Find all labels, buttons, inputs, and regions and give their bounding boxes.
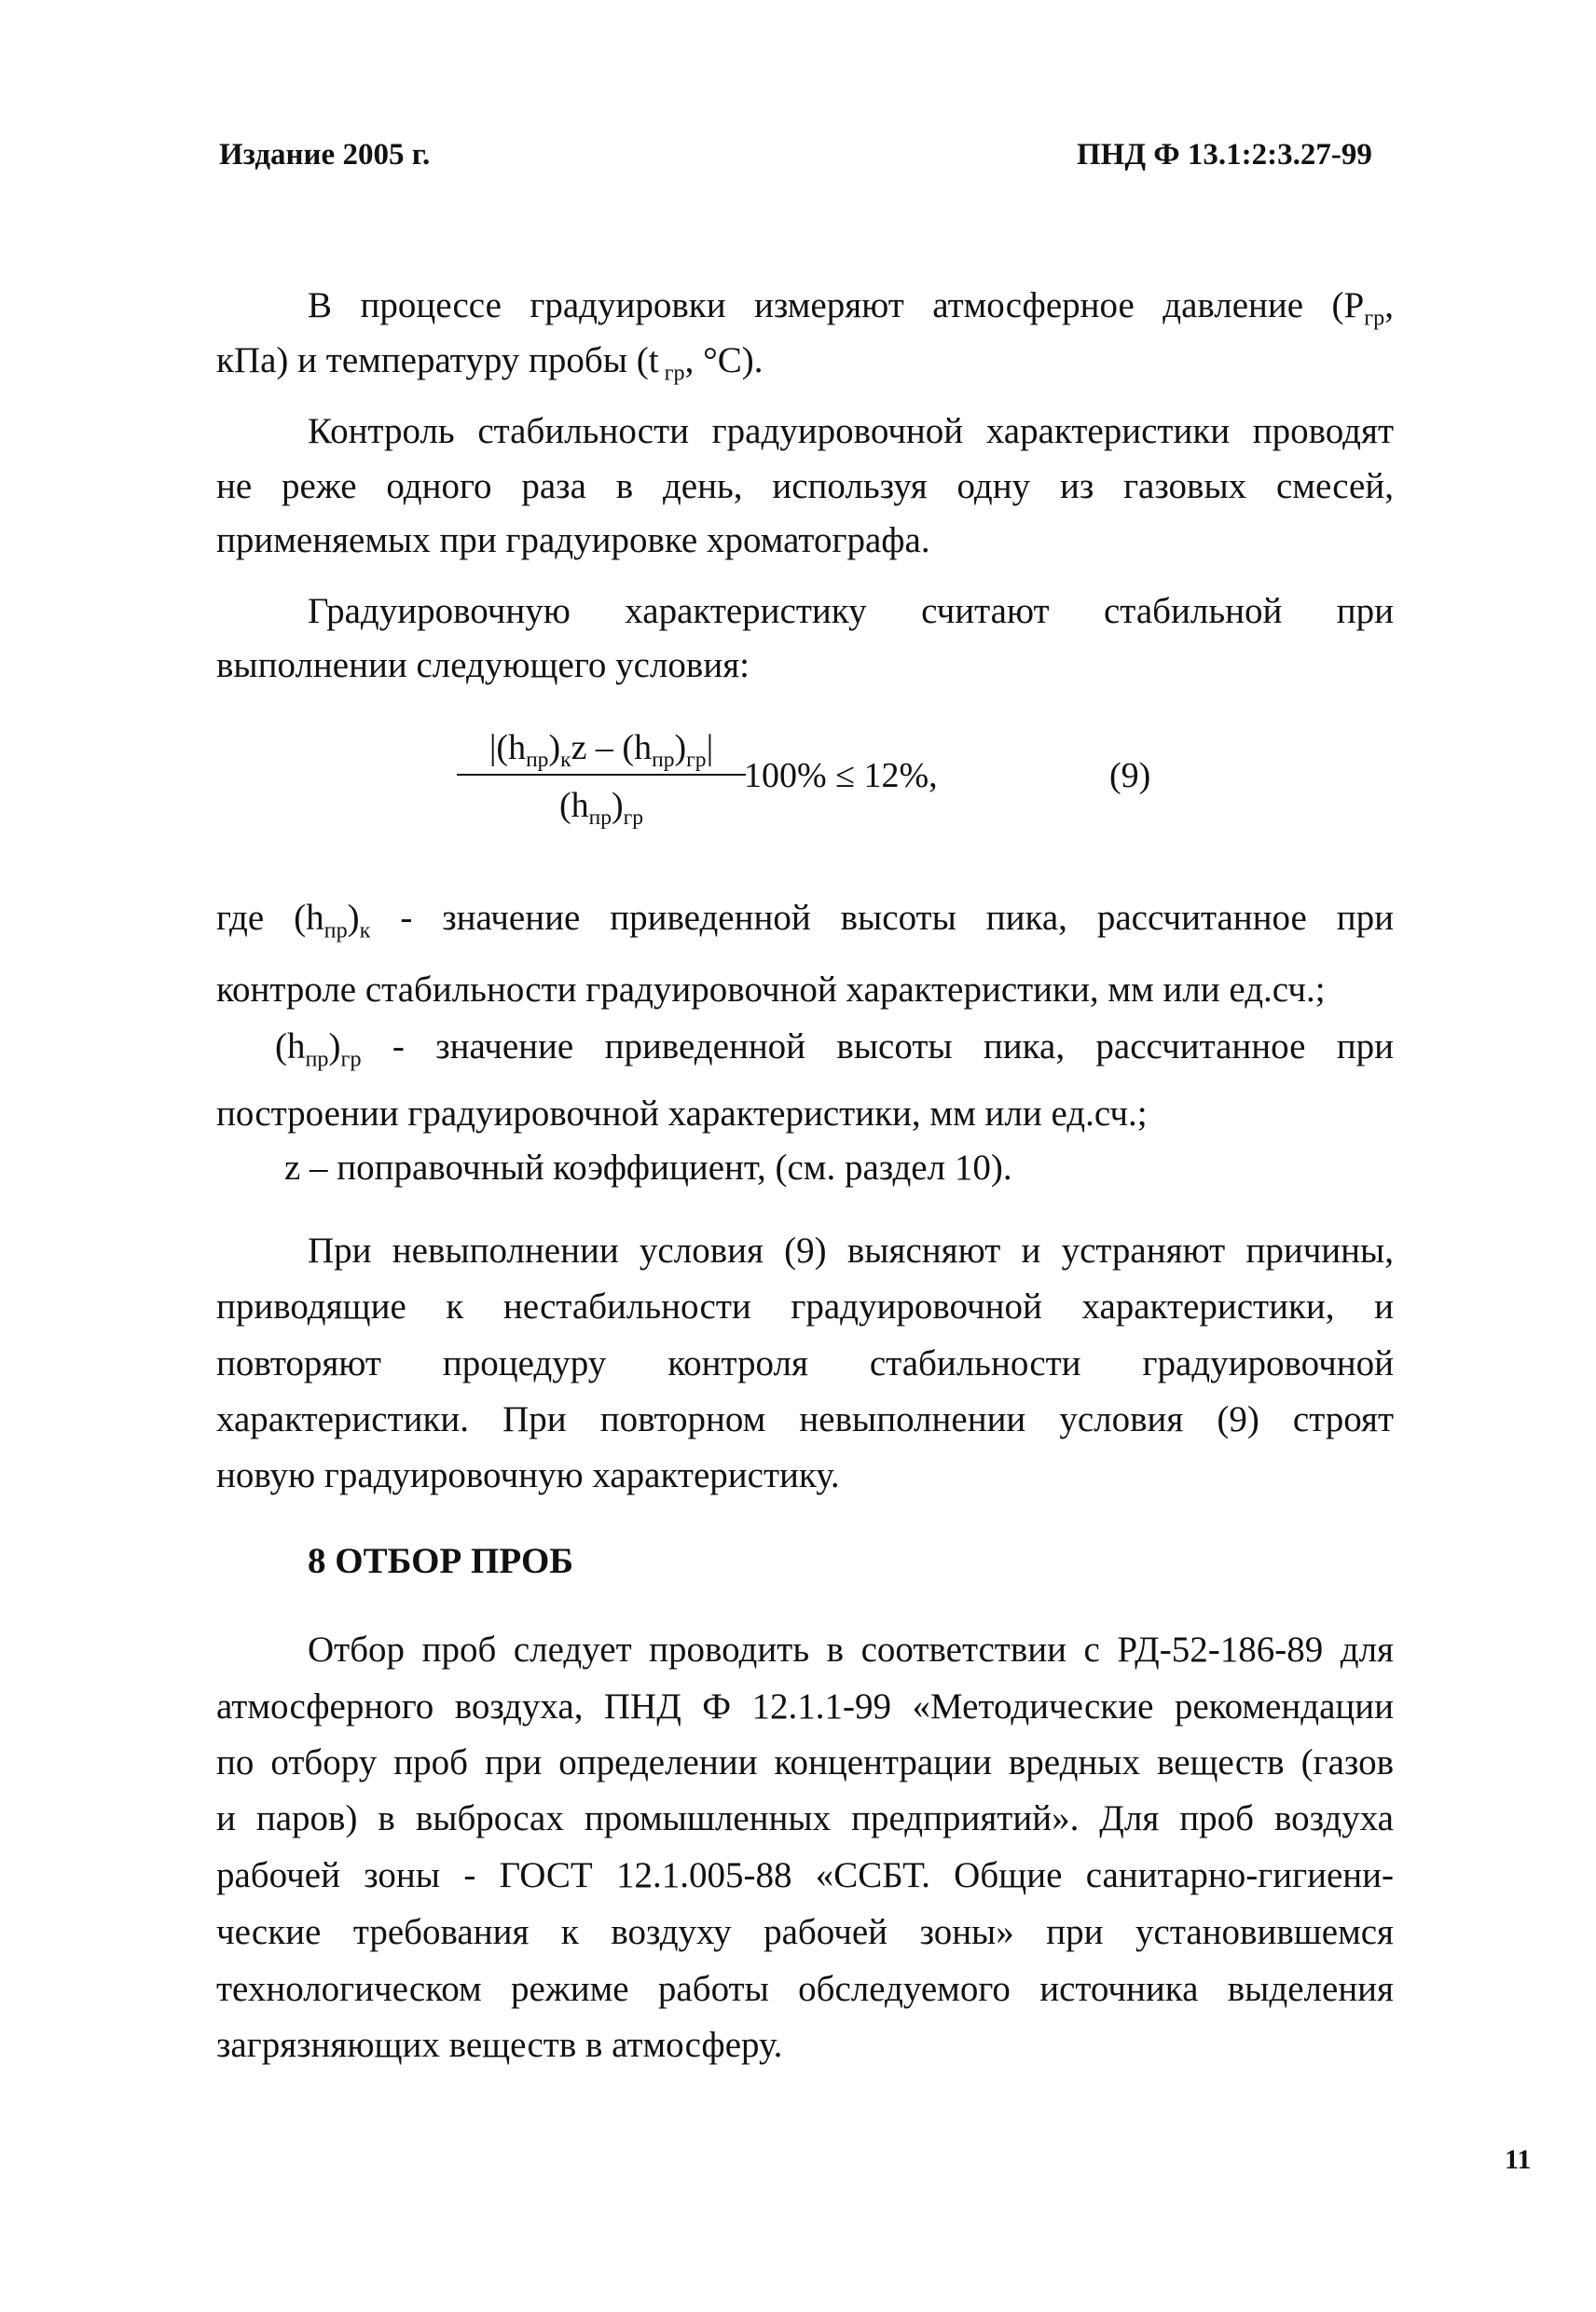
section8-line7: технологическом режиме работы обследуемого источника выделения [216,1969,1394,2009]
den-part-1: (h [558,786,589,825]
section8-line5: рабочей зоны - ГОСТ 12.1.005-88 «ССБТ. Общие санитарно-гигиени- [216,1855,1394,1895]
page-number: 11 [1505,2144,1532,2175]
para2-line2: не реже одного раза в день, используя одну из газовых смесей, [216,466,1394,506]
section8-line8: загрязняющих веществ в атмосферу. [216,2025,783,2065]
num-sub-2: к [560,748,571,773]
where-l3-sub2: гр [340,1046,362,1072]
section8-line6: ческие требования к воздуху рабочей зоны» при установившемся [216,1912,1394,1952]
num-sub-1: пр [526,748,549,773]
formula-numerator [457,727,746,773]
fraction-bar [457,774,746,776]
para1-line1-text: В процессе градуировки измеряют атмосферное давление (P [308,285,1365,325]
num-part-5: | [706,728,714,767]
where-line1 [216,900,1394,943]
num-part-1: |(h [488,728,527,767]
where-l1-b: ) [347,898,360,938]
formula-number: (9) [1109,756,1151,795]
para1-line1-sub: гр [1364,305,1385,331]
where-line5: z – поправочный коэффициент, (см. раздел 10). [284,1148,1012,1188]
para2-line1: Контроль стабильности градуировочной характеристики проводят [308,411,1394,451]
where-l3-b: ) [328,1026,341,1067]
formula-9 [457,727,1221,867]
header-doc-code: ПНД Ф 13.1:2:3.27-99 [1077,138,1372,172]
where-l1-sub1: пр [323,917,348,943]
para1-line2-a: кПа) и температуру пробы (t [216,340,659,380]
para1-line2-sub: гр [658,360,685,386]
num-part-3: z – (h [571,728,653,767]
header-edition: Издание 2005 г. [219,138,431,172]
section8-title: 8 ОТБОР ПРОБ [308,1541,574,1581]
formula-denominator [457,785,746,831]
para4-line3: повторяют процедуру контроля стабильности градуировочной [216,1343,1394,1383]
den-sub-1: пр [588,805,612,831]
section8-line2: атмосферного воздуха, ПНД Ф 12.1.1-99 «Методические рекомендации [216,1686,1394,1727]
den-sub-2: гр [623,805,644,831]
num-sub-4: гр [686,748,707,773]
formula-right-side: 100% ≤ 12%, [744,756,938,795]
section8-line4: и паров) в выбросах промышленных предприятий». Для проб воздуха [216,1798,1394,1838]
where-l3-a: (h [275,1026,306,1067]
where-l1-sub2: к [359,917,371,943]
num-part-2: ) [548,728,561,767]
section8-line1: Отбор проб следует проводить в соответствии с РД-52-186-89 для [308,1630,1394,1670]
para1-line2-b: , °С). [684,340,764,380]
where-l3-c: - значение приведенной высоты пика, рассчитанное при [392,1026,1394,1067]
where-line3 [275,1028,1394,1071]
para4-line4: характеристики. При повторном невыполнении условия (9) строят [216,1399,1394,1439]
where-l1-a: где (h [216,898,324,938]
num-part-4: ) [674,728,687,767]
para3-line2: выполнении следующего условия: [216,645,750,685]
section8-line3: по отбору проб при определении концентрации вредных веществ (газов [216,1742,1394,1782]
para4-line2: приводящие к нестабильности градуировочной характеристики, и [216,1287,1394,1327]
para1-line2 [216,342,763,385]
where-line2: контроле стабильности градуировочной характеристики, мм или ед.сч.; [216,970,1326,1010]
para3-line1: Градуировочную характеристику считают стабильной при [308,591,1394,631]
where-l3-sub1: пр [305,1046,329,1072]
para4-line1: При невыполнении условия (9) выясняют и устраняют причины, [308,1231,1394,1271]
para1-line1-end: , [1384,285,1394,325]
den-part-2: ) [611,786,624,825]
num-sub-3: пр [652,748,675,773]
where-line4: построении градуировочной характеристики, мм или ед.сч.; [216,1094,1148,1134]
para4-line5: новую градуировочную характеристику. [216,1455,840,1495]
where-l1-c: - значение приведенной высоты пика, рассчитанное при [400,898,1394,938]
para1-line1 [308,287,1394,330]
para2-line3: применяемых при градуировке хроматографа. [216,520,930,560]
